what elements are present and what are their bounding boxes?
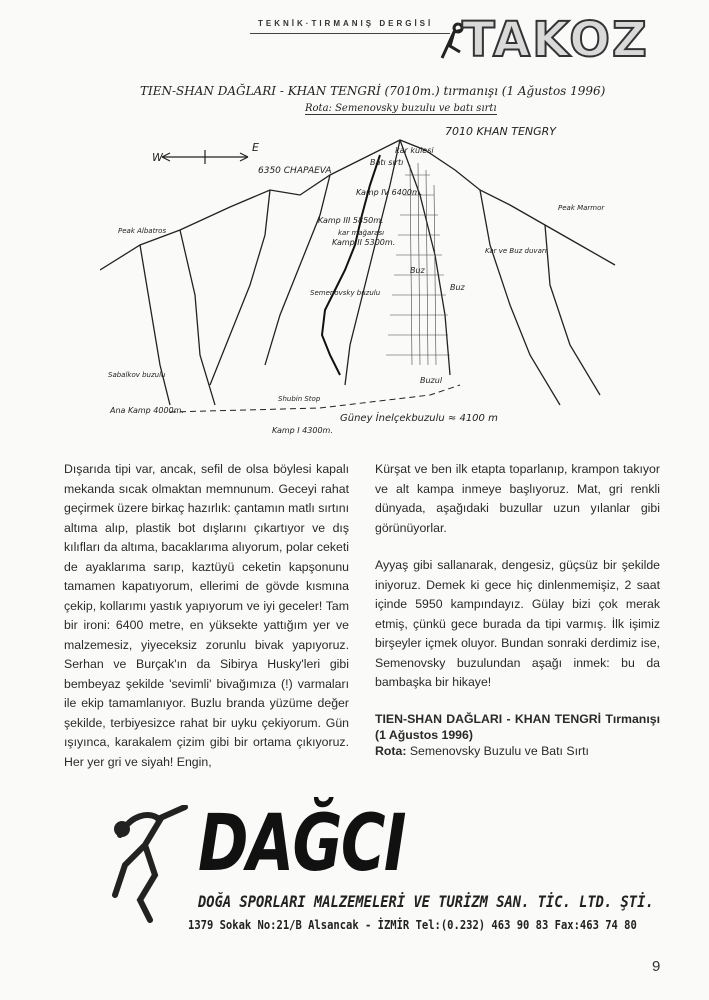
article-column-left bbox=[64, 460, 349, 790]
mountain-outline bbox=[100, 140, 615, 405]
article-paragraph: Ayyaş gibi sallanarak, dengesiz, güçsüz bir şekilde iniyoruz. Demek ki gece hiç dinlenmemişiz, 2 saat içinde 5950 kampındayız. Gülay bizi çok merak etmiş, çünkü gece burada da tipi varmış. İlk işimiz birşeyler içmek oluyor. Bundan sonraki derdimiz ise, Semenovsky buzulundan aşağı inmek: bu da bambaşka bir hikaye! bbox=[375, 558, 660, 689]
summit-label: 7010 KHAN TENGRY bbox=[445, 125, 557, 138]
compass-e-label: E bbox=[252, 141, 259, 154]
ad-brand-name: DAĞCI bbox=[198, 799, 406, 889]
article-column-right bbox=[375, 460, 660, 759]
dagci-advertisement bbox=[100, 795, 670, 945]
header-rule bbox=[250, 33, 450, 34]
ana-kamp-label: Ana Kamp 4000m. bbox=[110, 406, 184, 415]
kar-ve-buz-label: Kar ve Buz duvarı bbox=[485, 247, 547, 255]
kamp3-label: Kamp III 5850m. bbox=[318, 216, 384, 225]
guney-label: Güney İnelçekbuzulu ≈ 4100 m bbox=[340, 413, 498, 424]
semenovsky-label: Semenovsky buzulu bbox=[310, 289, 381, 297]
article-paragraph: Kürşat ve ben ilk etapta toparlanıp, krampon takıyor ve alt kampa inmeye başlıyoruz. Mat, gri renkli dünyada, aşağıdaki buzullar uzun yılanlar gibi görünüyorlar. bbox=[375, 462, 660, 535]
chapaeva-label: 6350 CHAPAEVA bbox=[258, 166, 332, 176]
article-paragraph: Dışarıda tipi var, ancak, sefil de olsa böylesi kapalı mekanda sıcak olmaktan memnunum. Geceyi rahat geçirmek üzere birkaç hazırlık: çantamın matlı sırtını altıma alıp, plastik bot dışlarını çıkartıyor ve dış kılıfları da altıma, bacaklarıma alıyorum, polar ceketi de ayaklarıma sarıp, kaztüyü ceketin kapşonunu tamamen kapatıyorum, ellerimi de gövde kısmına çekip, kollarımı yastık yapıyorum ve iyi geceler! Tam bir ironi: 6400 metre, en yüksekte yattığım yer ve malzemesiz, yiyeceksiz zorunlu bivak yapıyoruz. Serhan ve Burçak'ın da Sibirya Husky'leri gibi bembeyaz şekilde 'sevimli' bivağımıza (!) varmaları ile ekip tamamlanıyor. Buzlu branda yüzüme değer şekilde, terbiyesizce rahat bir uyku çekiyorum. Gün ışıyınca, karakalem çizim gibi bir ortama çıkıyoruz. Her yer gri ve siyah! Engin, bbox=[64, 462, 349, 769]
kamp1-label: Kamp I 4300m. bbox=[272, 426, 333, 435]
magazine-logo-text: TAKOZ bbox=[462, 12, 649, 68]
summary-route-text: Semenovsky Buzulu ve Batı Sırtı bbox=[409, 743, 589, 758]
shubin-label: Shubin Stop bbox=[278, 395, 321, 403]
ad-company-line: DOĞA SPORLARI MALZEMELERİ VE TURİZM SAN. TİC. LTD. ŞTİ. bbox=[198, 892, 654, 911]
buz-label-2: Buz bbox=[450, 283, 465, 292]
peak-albatros-label: Peak Albatros bbox=[118, 227, 167, 235]
page-number: 9 bbox=[652, 958, 661, 975]
kamp4-label: Kamp IV 6400m. bbox=[356, 188, 423, 197]
icefall-label: Buzul bbox=[420, 376, 443, 385]
summary-route bbox=[375, 743, 660, 759]
summary-title: TIEN-SHAN DAĞLARI - KHAN TENGRİ Tırmanışı (1 Ağustos 1996) bbox=[375, 711, 660, 742]
kar-magarasi-label: kar mağarası bbox=[338, 229, 385, 237]
summary-route-label: Rota: bbox=[375, 743, 407, 758]
sketch-route: Rota: Semenovsky buzulu ve batı sırtı bbox=[305, 103, 497, 114]
kamp2-label: Kamp II 5300m. bbox=[332, 238, 396, 247]
kar-kulesi-label: kar kulesi bbox=[395, 146, 434, 155]
route-sketch bbox=[100, 115, 620, 445]
compass-w-label: W bbox=[152, 151, 163, 164]
bati-sirti-label: Batı sırtı bbox=[370, 158, 404, 167]
climber-ad-icon bbox=[100, 805, 190, 925]
sabalkov-label: Sabalkov buzulu bbox=[108, 371, 166, 379]
sketch-title: TIEN-SHAN DAĞLARI - KHAN TENGRİ (7010m.) tırmanışı (1 Ağustos 1996) bbox=[140, 84, 606, 98]
magazine-kicker: TEKNİK·TIRMANIŞ DERGİSİ bbox=[258, 19, 434, 28]
buz-label-1: Buz bbox=[410, 266, 425, 275]
ad-contact-line: 1379 Sokak No:21/B Alsancak - İZMİR Tel:(0.232) 463 90 83 Fax:463 74 80 bbox=[188, 917, 637, 932]
peak-marmor-label: Peak Marmor bbox=[558, 204, 605, 212]
magazine-logo bbox=[440, 12, 670, 68]
compass-arrows bbox=[162, 150, 248, 164]
